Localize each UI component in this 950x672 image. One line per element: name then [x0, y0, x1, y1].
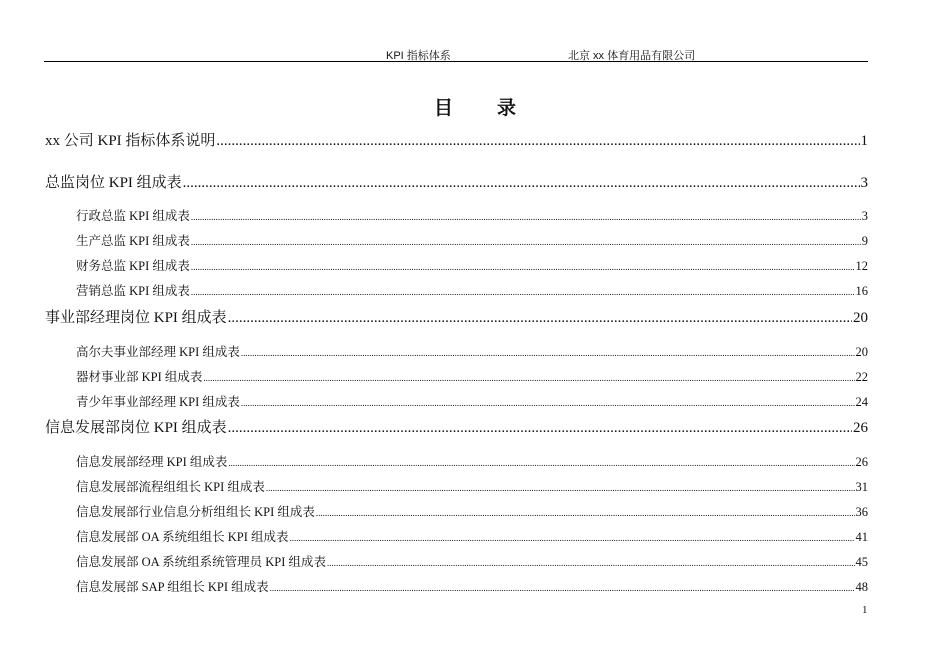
- toc-leader-dots: [191, 234, 861, 249]
- header-document-title: KPI 指标体系: [386, 50, 451, 62]
- toc-leader-dots: [266, 480, 855, 495]
- toc-leader-dots: [183, 175, 860, 192]
- toc-entry[interactable]: [76, 256, 868, 272]
- toc-entry-page: 36: [855, 505, 868, 519]
- toc-leader-dots: [191, 259, 855, 274]
- toc-leader-dots: [191, 209, 861, 224]
- toc-entry-page: 12: [855, 259, 868, 273]
- toc-entry-label: xx 公司 KPI 指标体系说明: [45, 133, 216, 149]
- toc-title-char-2: 录: [497, 98, 517, 119]
- toc-title-char-1: 目: [433, 98, 453, 119]
- header-company-name: 北京 xx 体育用品有限公司: [568, 50, 696, 62]
- toc-leader-dots: [290, 530, 855, 545]
- toc-entry-page: 3: [861, 209, 868, 223]
- toc-entry-label: 信息发展部行业信息分析组组长 KPI 组成表: [76, 505, 315, 519]
- toc-entry[interactable]: [76, 281, 868, 297]
- toc-entry[interactable]: [76, 552, 868, 568]
- toc-entry-label: 财务总监 KPI 组成表: [76, 259, 190, 273]
- toc-entry-label: 生产总监 KPI 组成表: [76, 234, 190, 248]
- toc-entry[interactable]: [76, 502, 868, 518]
- toc-leader-dots: [191, 284, 855, 299]
- toc-leader-dots: [327, 555, 854, 570]
- toc-entry-label: 信息发展部经理 KPI 组成表: [76, 455, 228, 469]
- toc-entry[interactable]: [76, 392, 868, 408]
- toc-entry-page: 26: [853, 420, 868, 436]
- toc-entry[interactable]: [45, 306, 868, 326]
- toc-entry-page: 1: [860, 133, 868, 149]
- toc-entry-label: 信息发展部 SAP 组组长 KPI 组成表: [76, 580, 269, 594]
- toc-entry-page: 41: [855, 530, 868, 544]
- toc-entry-page: 45: [855, 555, 868, 569]
- toc-entry[interactable]: [76, 527, 868, 543]
- toc-leader-dots: [316, 505, 855, 520]
- toc-entry-page: 26: [855, 455, 868, 469]
- toc-entry-page: 22: [855, 370, 868, 384]
- toc-entry[interactable]: [45, 416, 868, 436]
- toc-entry-label: 青少年事业部经理 KPI 组成表: [76, 395, 240, 409]
- toc-entry-label: 器材事业部 KPI 组成表: [76, 370, 203, 384]
- toc-leader-dots: [241, 395, 855, 410]
- toc-entry-page: 20: [855, 345, 868, 359]
- toc-leader-dots: [216, 133, 859, 150]
- toc-leader-dots: [228, 455, 854, 470]
- toc-entry-label: 高尔夫事业部经理 KPI 组成表: [76, 345, 240, 359]
- toc-entry[interactable]: [76, 577, 868, 593]
- toc-entry-page: 24: [855, 395, 868, 409]
- toc-entry-label: 事业部经理岗位 KPI 组成表: [45, 310, 227, 326]
- toc-entry[interactable]: [76, 452, 868, 468]
- toc-entry-page: 20: [853, 310, 868, 326]
- toc-entry-page: 16: [855, 284, 868, 298]
- toc-entry[interactable]: [76, 367, 868, 383]
- toc-entry-page: 3: [860, 175, 868, 191]
- toc-entry-label: 信息发展部流程组组长 KPI 组成表: [76, 480, 265, 494]
- toc-entry-page: 48: [855, 580, 868, 594]
- toc-entry-label: 信息发展部岗位 KPI 组成表: [45, 420, 227, 436]
- toc-entry-page: 9: [861, 234, 868, 248]
- page-header: [0, 47, 950, 61]
- toc-entry-label: 信息发展部 OA 系统组组长 KPI 组成表: [76, 530, 289, 544]
- header-divider: [44, 61, 868, 62]
- toc-leader-dots: [228, 420, 852, 437]
- toc-entry[interactable]: [76, 206, 868, 222]
- toc-entry[interactable]: [45, 129, 868, 149]
- toc-entry[interactable]: [76, 477, 868, 493]
- toc-entry-label: 总监岗位 KPI 组成表: [45, 175, 182, 191]
- toc-leader-dots: [241, 345, 855, 360]
- toc-entry-label: 营销总监 KPI 组成表: [76, 284, 190, 298]
- toc-entry[interactable]: [45, 171, 868, 191]
- toc-title: [0, 93, 950, 120]
- footer-page-number: 1: [862, 604, 868, 616]
- toc-entry-page: 31: [855, 480, 868, 494]
- toc-entry-label: 信息发展部 OA 系统组系统管理员 KPI 组成表: [76, 555, 327, 569]
- toc-entry[interactable]: [76, 342, 868, 358]
- toc-entry[interactable]: [76, 231, 868, 247]
- toc-leader-dots: [270, 580, 855, 595]
- toc-leader-dots: [228, 310, 852, 327]
- toc-leader-dots: [203, 370, 854, 385]
- toc-entry-label: 行政总监 KPI 组成表: [76, 209, 190, 223]
